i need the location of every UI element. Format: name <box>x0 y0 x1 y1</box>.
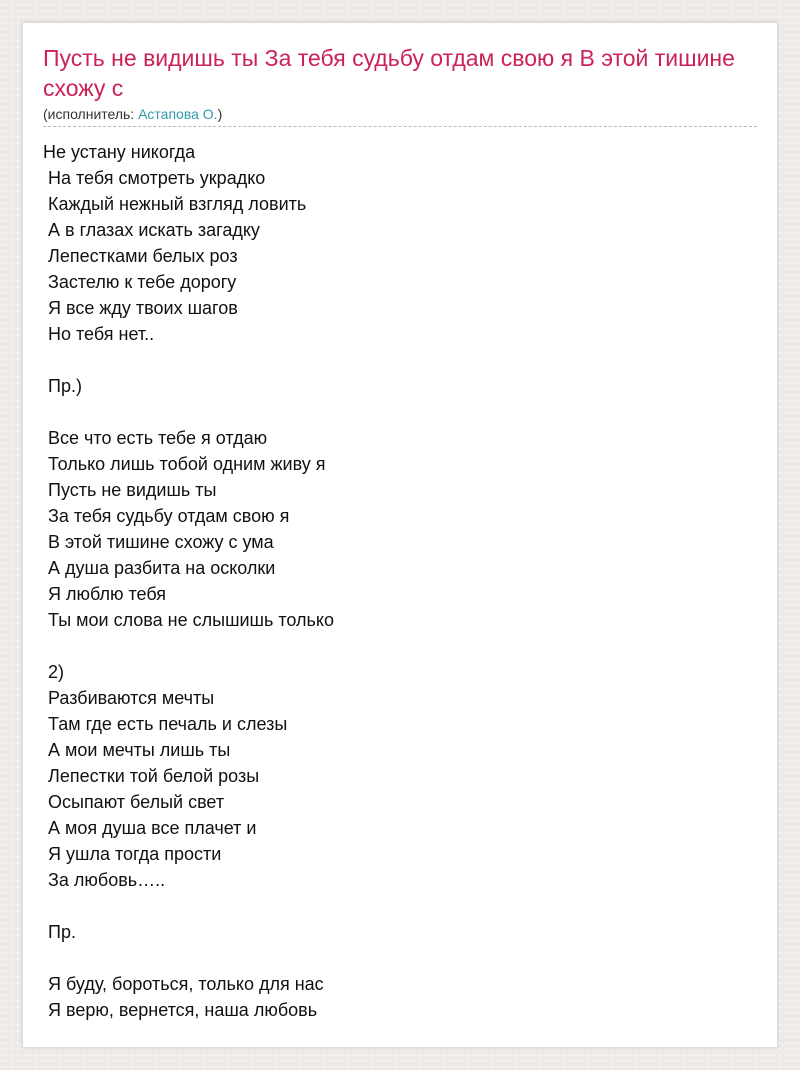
artist-prefix: (исполнитель: <box>43 106 139 122</box>
artist-link[interactable]: Астапова О. <box>138 106 218 122</box>
artist-line <box>43 106 757 127</box>
lyrics-card <box>22 22 778 1048</box>
artist-suffix: ) <box>217 106 223 122</box>
song-title: Пусть не видишь ты За тебя судьбу отдам свою я В этой тишине схожу с <box>43 45 735 101</box>
lyrics-text: Не устану никогда На тебя смотреть украдко Каждый нежный взгляд ловить А в глазах искать загадку Лепестками белых роз Застелю к тебе дорогу Я все жду твоих шагов Но тебя нет.. Пр.) Все что есть тебе я отдаю Только лишь тобой одним живу я Пусть не видишь ты За тебя судьбу отдам свою я В этой тишине схожу с ума А душа разбита на осколки Я люблю тебя Ты мои слова не слышишь только 2) Разбиваются мечты Там где есть печаль и слезы А мои мечты лишь ты Лепестки той белой розы Осыпают белый свет А моя душа все плачет и Я ушла тогда прости За любовь….. Пр. Я буду, бороться, только для нас Я верю, вернется, наша любовь <box>43 142 335 1020</box>
